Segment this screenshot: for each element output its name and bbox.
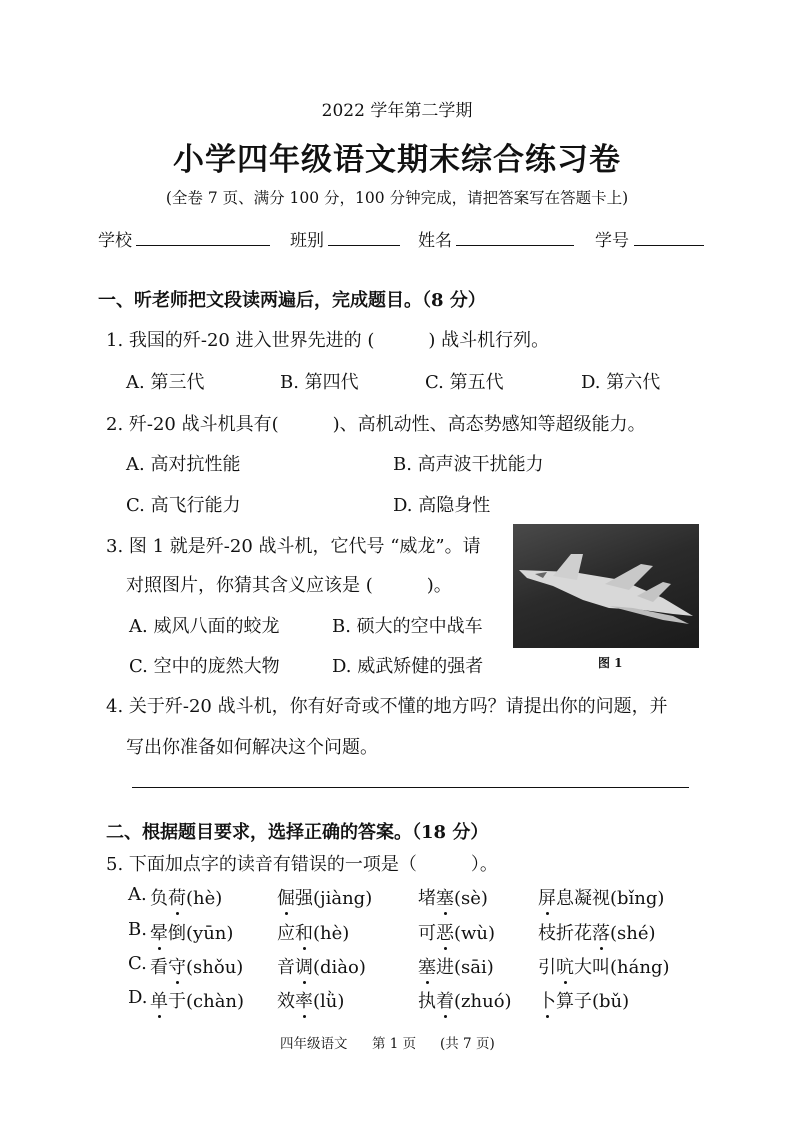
q2-option-c[interactable]: C. 高飞行能力	[126, 495, 241, 516]
q5-d-item-1: 单于(chàn)	[150, 991, 245, 1012]
q1-option-a[interactable]: A. 第三代	[126, 372, 205, 393]
q3-option-d[interactable]: D. 威武矫健的强者	[332, 656, 484, 677]
footer-subject: 四年级语文	[280, 1036, 348, 1052]
school-field[interactable]	[136, 245, 270, 246]
q5-d-item-2: 效率(lǜ)	[277, 991, 345, 1012]
q5-a-item-2: 倔强(jiàng)	[277, 888, 373, 909]
q3-option-a[interactable]: A. 威风八面的蛟龙	[129, 616, 280, 637]
q5-a-item-4: 屏息凝视(bǐng)	[538, 888, 665, 909]
class-label: 班别	[290, 231, 324, 251]
question-4-line-1: 4. 关于歼-20 战斗机，你有好奇或不懂的地方吗？请提出你的问题，并	[106, 696, 668, 717]
question-5: 5. 下面加点字的读音有错误的一项是（ ）。	[106, 854, 498, 875]
name-field[interactable]	[456, 245, 574, 246]
q3-option-b[interactable]: B. 硕大的空中战车	[332, 616, 483, 637]
question-2: 2. 歼-20 战斗机具有( )、高机动性、高态势感知等超级能力。	[106, 414, 646, 435]
q5-d-item-4: 卜算子(bǔ)	[538, 991, 630, 1012]
q5-c-item-4: 引吭大叫(háng)	[538, 957, 670, 978]
question-3-line-2: 对照图片，你猜其含义应该是 ( )。	[126, 575, 452, 596]
q1-option-b[interactable]: B. 第四代	[280, 372, 359, 393]
exam-title: 小学四年级语文期末综合练习卷	[173, 142, 621, 178]
question-3-line-1: 3. 图 1 就是歼-20 战斗机，它代号 “威龙”。请	[106, 536, 481, 557]
q5-b-item-1: 晕倒(yūn)	[150, 923, 234, 944]
school-label: 学校	[98, 231, 132, 251]
number-label: 学号	[595, 231, 629, 251]
q2-option-d[interactable]: D. 高隐身性	[393, 495, 491, 516]
q5-option-a-label[interactable]: A.	[128, 884, 147, 905]
number-field[interactable]	[634, 245, 704, 246]
q5-b-item-3: 可恶(wù)	[418, 923, 496, 944]
section-2-title: 二、根据题目要求，选择正确的答案。（18 分）	[106, 822, 489, 843]
q5-d-item-3: 执着(zhuó)	[418, 991, 512, 1012]
q5-a-item-1: 负荷(hè)	[150, 888, 223, 909]
q5-c-item-2: 音调(diào)	[277, 957, 366, 978]
q5-option-c-label[interactable]: C.	[128, 953, 147, 974]
q1-option-d[interactable]: D. 第六代	[581, 372, 661, 393]
figure-1-caption: 图 1	[598, 656, 623, 670]
exam-term: 2022 学年第二学期	[321, 101, 473, 121]
q5-c-item-3: 塞进(sāi)	[418, 957, 494, 978]
q5-a-item-3: 堵塞(sè)	[418, 888, 488, 909]
name-label: 姓名	[418, 231, 452, 251]
q5-b-item-4: 枝折花落(shé)	[538, 923, 656, 944]
q5-option-d-label[interactable]: D.	[128, 987, 148, 1008]
q5-c-item-1: 看守(shǒu)	[150, 957, 244, 978]
exam-subtitle: (全卷 7 页、满分 100 分，100 分钟完成，请把答案写在答题卡上)	[165, 189, 629, 207]
footer-total: (共 7 页)	[440, 1036, 495, 1052]
question-1: 1. 我国的歼-20 进入世界先进的 ( ) 战斗机行列。	[106, 330, 550, 351]
q2-option-a[interactable]: A. 高对抗性能	[126, 454, 241, 475]
section-1-title: 一、听老师把文段读两遍后，完成题目。（8 分）	[98, 290, 486, 311]
class-field[interactable]	[328, 245, 400, 246]
question-4-line-2: 写出你准备如何解决这个问题。	[126, 737, 378, 758]
fighter-jet-icon	[513, 524, 699, 648]
q4-answer-line[interactable]	[132, 787, 689, 788]
figure-1-photo	[513, 524, 699, 648]
q5-b-item-2: 应和(hè)	[277, 923, 350, 944]
q1-option-c[interactable]: C. 第五代	[425, 372, 504, 393]
footer-page: 第 1 页	[372, 1036, 417, 1052]
q3-option-c[interactable]: C. 空中的庞然大物	[129, 656, 280, 677]
q2-option-b[interactable]: B. 高声波干扰能力	[393, 454, 544, 475]
q5-option-b-label[interactable]: B.	[128, 919, 147, 940]
